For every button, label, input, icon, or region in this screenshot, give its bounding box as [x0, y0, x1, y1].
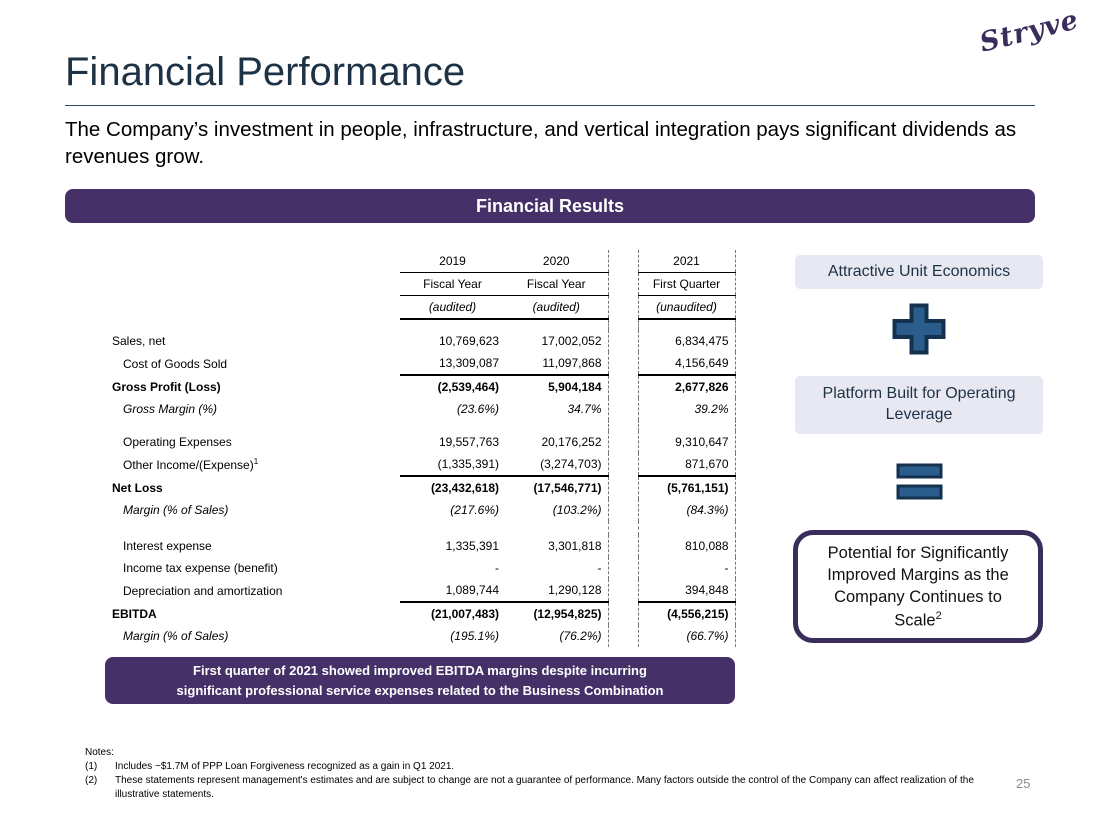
table-cell: (195.1%) [450, 629, 499, 643]
table-row [100, 476, 735, 499]
table-cell [608, 625, 638, 647]
note-item [85, 760, 985, 774]
table-cell [638, 420, 735, 431]
table-cell: Income tax expense (benefit) [123, 561, 278, 575]
table-cell: (84.3%) [638, 499, 735, 521]
financial-results-table [100, 250, 736, 647]
table-row [100, 557, 735, 579]
table-cell: (unaudited) [638, 296, 735, 320]
table-cell: Fiscal Year [505, 273, 608, 296]
table-cell [608, 453, 638, 476]
table-cell: Fiscal Year [400, 273, 505, 296]
table-cell [400, 420, 505, 431]
table-cell: Gross Profit (Loss) [112, 379, 221, 394]
table-cell: 2,677,826 [638, 375, 735, 398]
table-cell: (17,546,771) [505, 476, 608, 499]
table-cell: (1,335,391) [400, 453, 505, 476]
table-cell [100, 521, 400, 535]
table-cell: 10,769,623 [438, 334, 499, 348]
table-cell: 19,557,763 [438, 435, 499, 449]
platform-leverage-box: Platform Built for Operating Leverage [795, 376, 1043, 434]
note-text: These statements represent management's estimates and are subject to change are not a guarantee of performance. Many factors outside the control of the Company can affect realization of the illustrative statements. [115, 775, 974, 800]
table-cell: Sales, net [112, 334, 166, 348]
table-cell: 39.2% [638, 398, 735, 420]
notes-heading: Notes: [85, 747, 114, 758]
table-cell [608, 273, 638, 296]
table-cell: 4,156,649 [638, 352, 735, 375]
table-cell: Operating Expenses [123, 435, 232, 449]
table-cell [608, 250, 638, 273]
note-number: (1) [85, 761, 98, 772]
table-cell [608, 319, 638, 330]
header-period-row [100, 273, 735, 296]
table-cell [608, 476, 638, 499]
table-cell: EBITDA [112, 606, 157, 621]
equals-icon [896, 463, 944, 506]
table-cell: 1,290,128 [505, 579, 608, 602]
table-cell [608, 521, 638, 535]
table-cell: 871,670 [638, 453, 735, 476]
table-cell: (audited) [400, 296, 505, 320]
table-cell [608, 352, 638, 375]
table-cell: Margin (% of Sales) [123, 629, 229, 643]
table-cell: (audited) [505, 296, 608, 320]
table-cell [608, 420, 638, 431]
table-cell: 11,097,868 [505, 352, 608, 375]
table-cell [608, 398, 638, 420]
table-cell: - [505, 557, 608, 579]
table-cell: (76.2%) [505, 625, 608, 647]
table-cell [608, 296, 638, 320]
table-cell [608, 330, 638, 352]
table-row [100, 602, 735, 625]
table-row [100, 375, 735, 398]
header-audit-row [100, 296, 735, 320]
table-cell: 394,848 [638, 579, 735, 602]
table-cell: (103.2%) [505, 499, 608, 521]
page-title: Financial Performance [65, 50, 466, 94]
table-cell [608, 579, 638, 602]
title-divider [65, 105, 1035, 106]
table-cell: 1,089,744 [400, 579, 505, 602]
table-cell: 13,309,087 [400, 352, 505, 375]
table-cell [100, 296, 400, 320]
table-row [100, 453, 735, 476]
table-cell [100, 420, 400, 431]
table-cell: Gross Margin (%) [123, 402, 218, 416]
footnote-ref-2: 2 [935, 609, 942, 622]
table-cell: (12,954,825) [505, 602, 608, 625]
table-cell: First Quarter [638, 273, 735, 296]
table-cell [505, 319, 608, 330]
table-body [100, 330, 735, 647]
table-row [100, 352, 735, 375]
table-cell [608, 431, 638, 453]
subtitle: The Company’s investment in people, infrastructure, and vertical integration pays significant dividends as revenues grow. [65, 118, 1017, 169]
stryve-logo: Stryve [976, 4, 1083, 59]
table-row [100, 398, 735, 420]
table-row [100, 499, 735, 521]
header-year-row [100, 250, 735, 273]
table-cell: (23.6%) [456, 402, 499, 416]
table-spacer-row [100, 420, 735, 431]
table-cell: Depreciation and amortization [123, 583, 283, 598]
table-cell [608, 602, 638, 625]
table-cell: 34.7% [505, 398, 608, 420]
improved-margins-text: Potential for Significantly Improved Margins as the Company Continues to Scale [827, 543, 1009, 630]
table-cell: Interest expense [123, 539, 212, 553]
note-text: Includes ~$1.7M of PPP Loan Forgiveness recognized as a gain in Q1 2021. [115, 761, 455, 772]
table-cell: 17,002,052 [505, 330, 608, 352]
ebitda-callout-banner [105, 657, 735, 704]
table-row [100, 579, 735, 602]
table-row [100, 625, 735, 647]
notes-list [85, 760, 985, 802]
table-cell: - [495, 561, 499, 575]
table-row [100, 535, 735, 557]
table-cell [100, 250, 400, 273]
note-item [85, 774, 985, 802]
table-cell: (217.6%) [450, 503, 499, 517]
table-row [100, 431, 735, 453]
table-cell: 2019 [400, 250, 505, 273]
table-header [100, 250, 735, 330]
table-cell: 3,301,818 [505, 535, 608, 557]
table-cell [608, 535, 638, 557]
table-cell [608, 499, 638, 521]
table-cell: Margin (% of Sales) [123, 503, 229, 517]
table-cell: 5,904,184 [505, 375, 608, 398]
notes-section [85, 746, 985, 802]
table-row [100, 330, 735, 352]
table-cell [100, 319, 400, 330]
table-cell: 1,335,391 [445, 539, 499, 553]
table-cell [608, 375, 638, 398]
table-cell: (5,761,151) [638, 476, 735, 499]
table-cell [505, 420, 608, 431]
table-spacer-row [100, 521, 735, 535]
page-number: 25 [1016, 776, 1031, 791]
attractive-unit-economics-box: Attractive Unit Economics [795, 255, 1043, 289]
table-cell: 810,088 [638, 535, 735, 557]
callout-line: significant professional service expenses related to the Business Combination [176, 682, 664, 698]
table-cell: Cost of Goods Sold [123, 356, 228, 371]
table-cell: 6,834,475 [638, 330, 735, 352]
table-cell: (2,539,464) [437, 380, 499, 394]
callout-line: First quarter of 2021 showed improved EBITDA margins despite incurring [193, 663, 647, 678]
table-cell [100, 273, 400, 296]
header-gap-row [100, 319, 735, 330]
table-cell: (4,556,215) [638, 602, 735, 625]
table-cell: - [638, 557, 735, 579]
table-cell: (66.7%) [638, 625, 735, 647]
table-cell: (21,007,483) [430, 607, 499, 621]
table-cell: 9,310,647 [638, 431, 735, 453]
table-cell: (23,432,618) [430, 481, 499, 495]
table-cell: 20,176,252 [505, 431, 608, 453]
table-cell [638, 521, 735, 535]
table-cell: Other Income/(Expense)$^1$ [123, 456, 259, 472]
table-cell [638, 319, 735, 330]
table-cell [608, 557, 638, 579]
table-cell [505, 521, 608, 535]
table-cell: Net Loss [112, 480, 163, 495]
plus-icon [892, 303, 946, 360]
section-banner: Financial Results [65, 189, 1035, 223]
improved-margins-box [793, 530, 1043, 643]
table-cell: (3,274,703) [505, 453, 608, 476]
table-cell [400, 521, 505, 535]
table-cell: 2021 [638, 250, 735, 273]
table-cell: 2020 [505, 250, 608, 273]
table-cell [400, 319, 505, 330]
note-number: (2) [85, 775, 98, 786]
